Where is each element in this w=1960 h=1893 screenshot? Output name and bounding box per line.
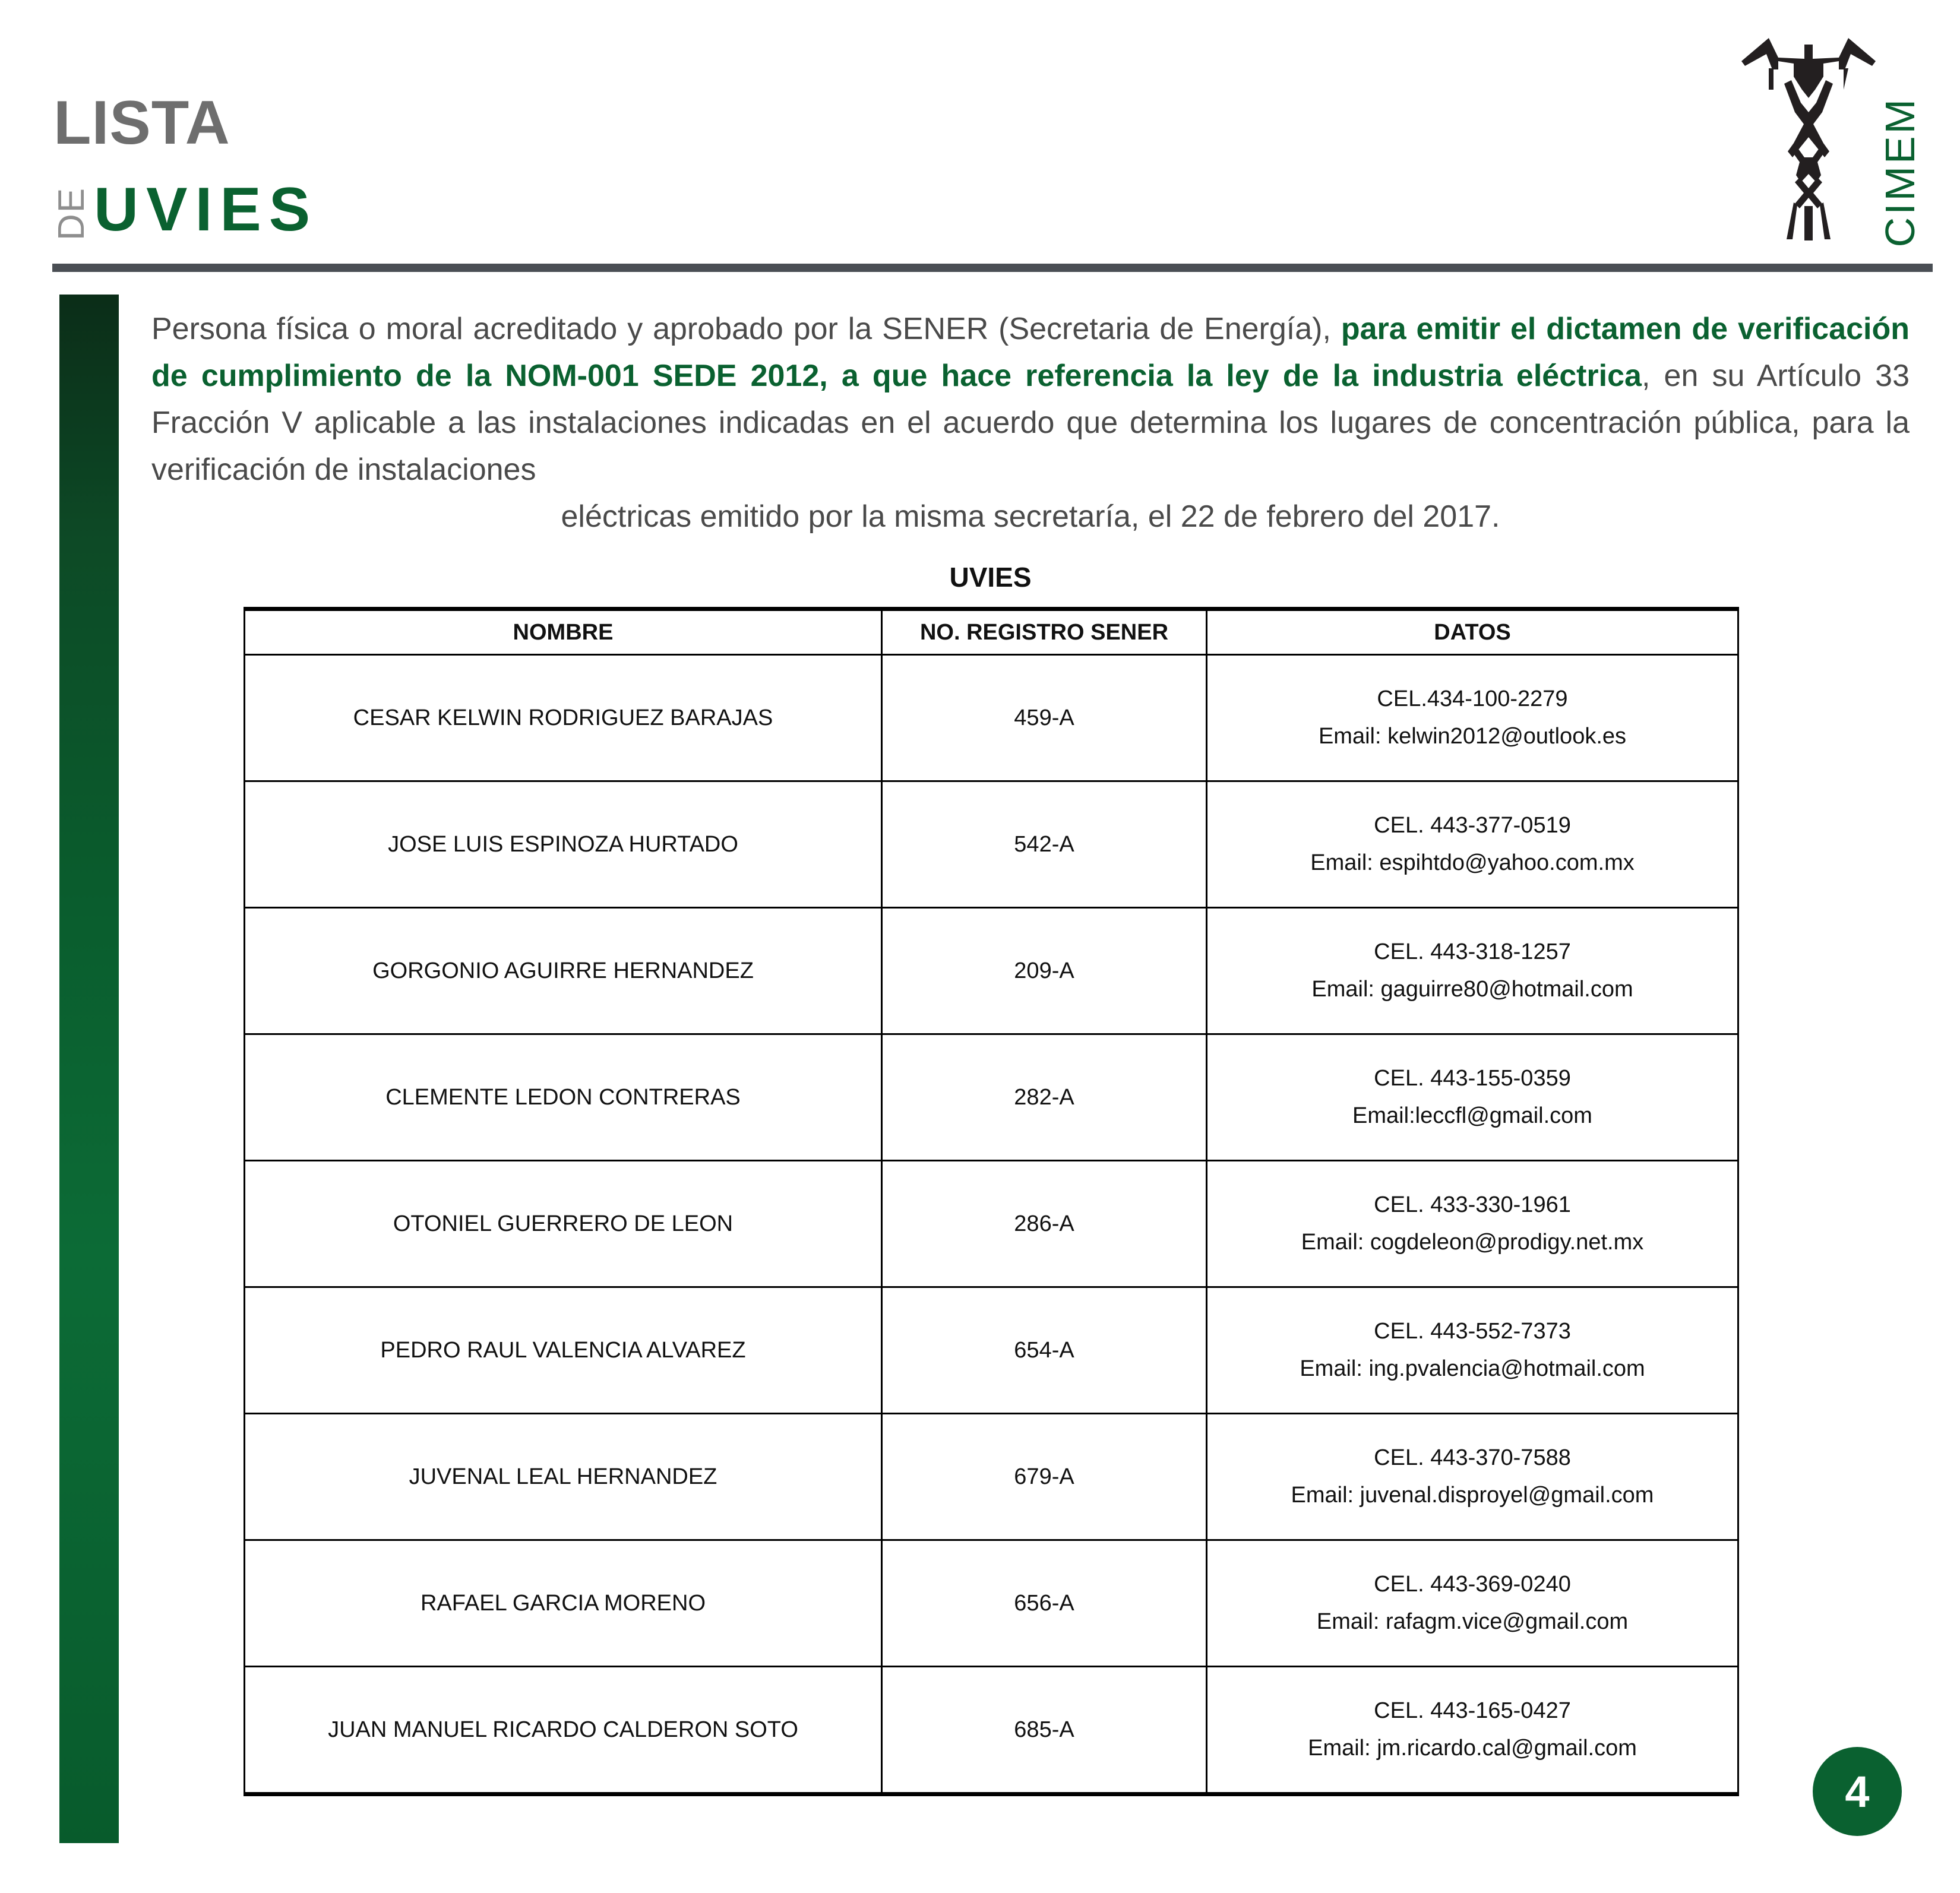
cell-datos — [1207, 1667, 1738, 1794]
table-row — [245, 1034, 1738, 1161]
intro-paragraph — [151, 306, 1910, 540]
cell-phone: CEL.434-100-2279 — [1377, 686, 1568, 712]
table-row — [245, 1287, 1738, 1414]
column-header-registro: NO. REGISTRO SENER — [882, 609, 1207, 655]
cell-registro: 282-A — [882, 1034, 1207, 1161]
cell-datos — [1207, 1161, 1738, 1287]
table-row — [245, 1414, 1738, 1540]
table-header-row — [245, 609, 1738, 655]
page-title — [51, 88, 588, 252]
cell-datos — [1207, 1414, 1738, 1540]
cell-registro: 685-A — [882, 1667, 1207, 1794]
page-title-second-row — [51, 163, 318, 244]
cell-registro: 542-A — [882, 781, 1207, 908]
cell-phone: CEL. 443-377-0519 — [1374, 813, 1571, 838]
intro-segment-3: , en su Artículo 33 Fracción V aplicable a las instalaciones indicadas en el acuerdo que determina los lugares de concentración pública, para la verificación de instalaciones — [151, 359, 1910, 488]
cell-registro: 656-A — [882, 1540, 1207, 1667]
cell-datos — [1207, 908, 1738, 1034]
column-header-datos: DATOS — [1207, 609, 1738, 655]
transmission-tower-icon — [1734, 33, 1883, 246]
table-caption: UVIES — [949, 562, 1032, 593]
page-number-badge: 4 — [1813, 1747, 1902, 1836]
page-title-lista: LISTA — [53, 88, 230, 157]
uvies-table — [244, 607, 1739, 1796]
cell-phone: CEL. 443-552-7373 — [1374, 1319, 1571, 1344]
cell-phone: CEL. 433-330-1961 — [1374, 1192, 1571, 1218]
cell-datos — [1207, 1540, 1738, 1667]
cell-phone: CEL. 443-318-1257 — [1374, 939, 1571, 965]
cell-email: Email: ing.pvalencia@hotmail.com — [1300, 1356, 1645, 1381]
page-title-de: DE — [51, 186, 92, 240]
cell-nombre: OTONIEL GUERRERO DE LEON — [245, 1161, 882, 1287]
table-row — [245, 1161, 1738, 1287]
green-accent-bar — [59, 295, 119, 1843]
cell-registro: 654-A — [882, 1287, 1207, 1414]
cell-datos — [1207, 655, 1738, 781]
page-header — [0, 0, 1960, 273]
cell-nombre: JUVENAL LEAL HERNANDEZ — [245, 1414, 882, 1540]
cell-nombre: JUAN MANUEL RICARDO CALDERON SOTO — [245, 1667, 882, 1794]
logo-wordmark: CIMEM — [1877, 97, 1923, 248]
intro-segment-highlight: para emitir el dictamen de verificación de cumplimiento de la NOM-001 SEDE 2012, a que hace referencia la ley de la industria eléctrica — [151, 312, 1910, 394]
table-row — [245, 781, 1738, 908]
table-row — [245, 1667, 1738, 1794]
header-divider — [52, 264, 1933, 272]
cell-email: Email: gaguirre80@hotmail.com — [1311, 977, 1633, 1002]
cell-phone: CEL. 443-165-0427 — [1374, 1698, 1571, 1724]
cell-datos — [1207, 1034, 1738, 1161]
cell-email: Email:leccfl@gmail.com — [1352, 1103, 1592, 1128]
cell-phone: CEL. 443-369-0240 — [1374, 1572, 1571, 1597]
intro-segment-4: eléctricas emitido por la misma secretaría, el 22 de febrero del 2017. — [561, 499, 1500, 534]
cell-nombre: GORGONIO AGUIRRE HERNANDEZ — [245, 908, 882, 1034]
cell-email: Email: kelwin2012@outlook.es — [1318, 724, 1627, 749]
cimem-logo — [1728, 21, 1924, 252]
cell-datos — [1207, 1287, 1738, 1414]
cell-nombre: RAFAEL GARCIA MORENO — [245, 1540, 882, 1667]
cell-registro: 209-A — [882, 908, 1207, 1034]
cell-phone: CEL. 443-155-0359 — [1374, 1066, 1571, 1091]
cell-email: Email: rafagm.vice@gmail.com — [1316, 1609, 1629, 1634]
cell-phone: CEL. 443-370-7588 — [1374, 1445, 1571, 1471]
cell-email: Email: espihtdo@yahoo.com.mx — [1310, 850, 1635, 875]
column-header-nombre: NOMBRE — [245, 609, 882, 655]
cell-nombre: PEDRO RAUL VALENCIA ALVAREZ — [245, 1287, 882, 1414]
cell-nombre: JOSE LUIS ESPINOZA HURTADO — [245, 781, 882, 908]
cell-email: Email: juvenal.disproyel@gmail.com — [1291, 1483, 1654, 1508]
cell-datos — [1207, 781, 1738, 908]
table-row — [245, 655, 1738, 781]
page-title-uvies: UVIES — [94, 175, 318, 244]
cell-registro: 679-A — [882, 1414, 1207, 1540]
cell-email: Email: cogdeleon@prodigy.net.mx — [1301, 1230, 1644, 1255]
cell-registro: 459-A — [882, 655, 1207, 781]
intro-segment-1: Persona física o moral acreditado y aprobado por la SENER (Secretaria de Energía), — [151, 312, 1341, 346]
cell-email: Email: jm.ricardo.cal@gmail.com — [1308, 1736, 1637, 1761]
table-row — [245, 1540, 1738, 1667]
cell-nombre: CLEMENTE LEDON CONTRERAS — [245, 1034, 882, 1161]
table-row — [245, 908, 1738, 1034]
cell-registro: 286-A — [882, 1161, 1207, 1287]
cell-nombre: CESAR KELWIN RODRIGUEZ BARAJAS — [245, 655, 882, 781]
